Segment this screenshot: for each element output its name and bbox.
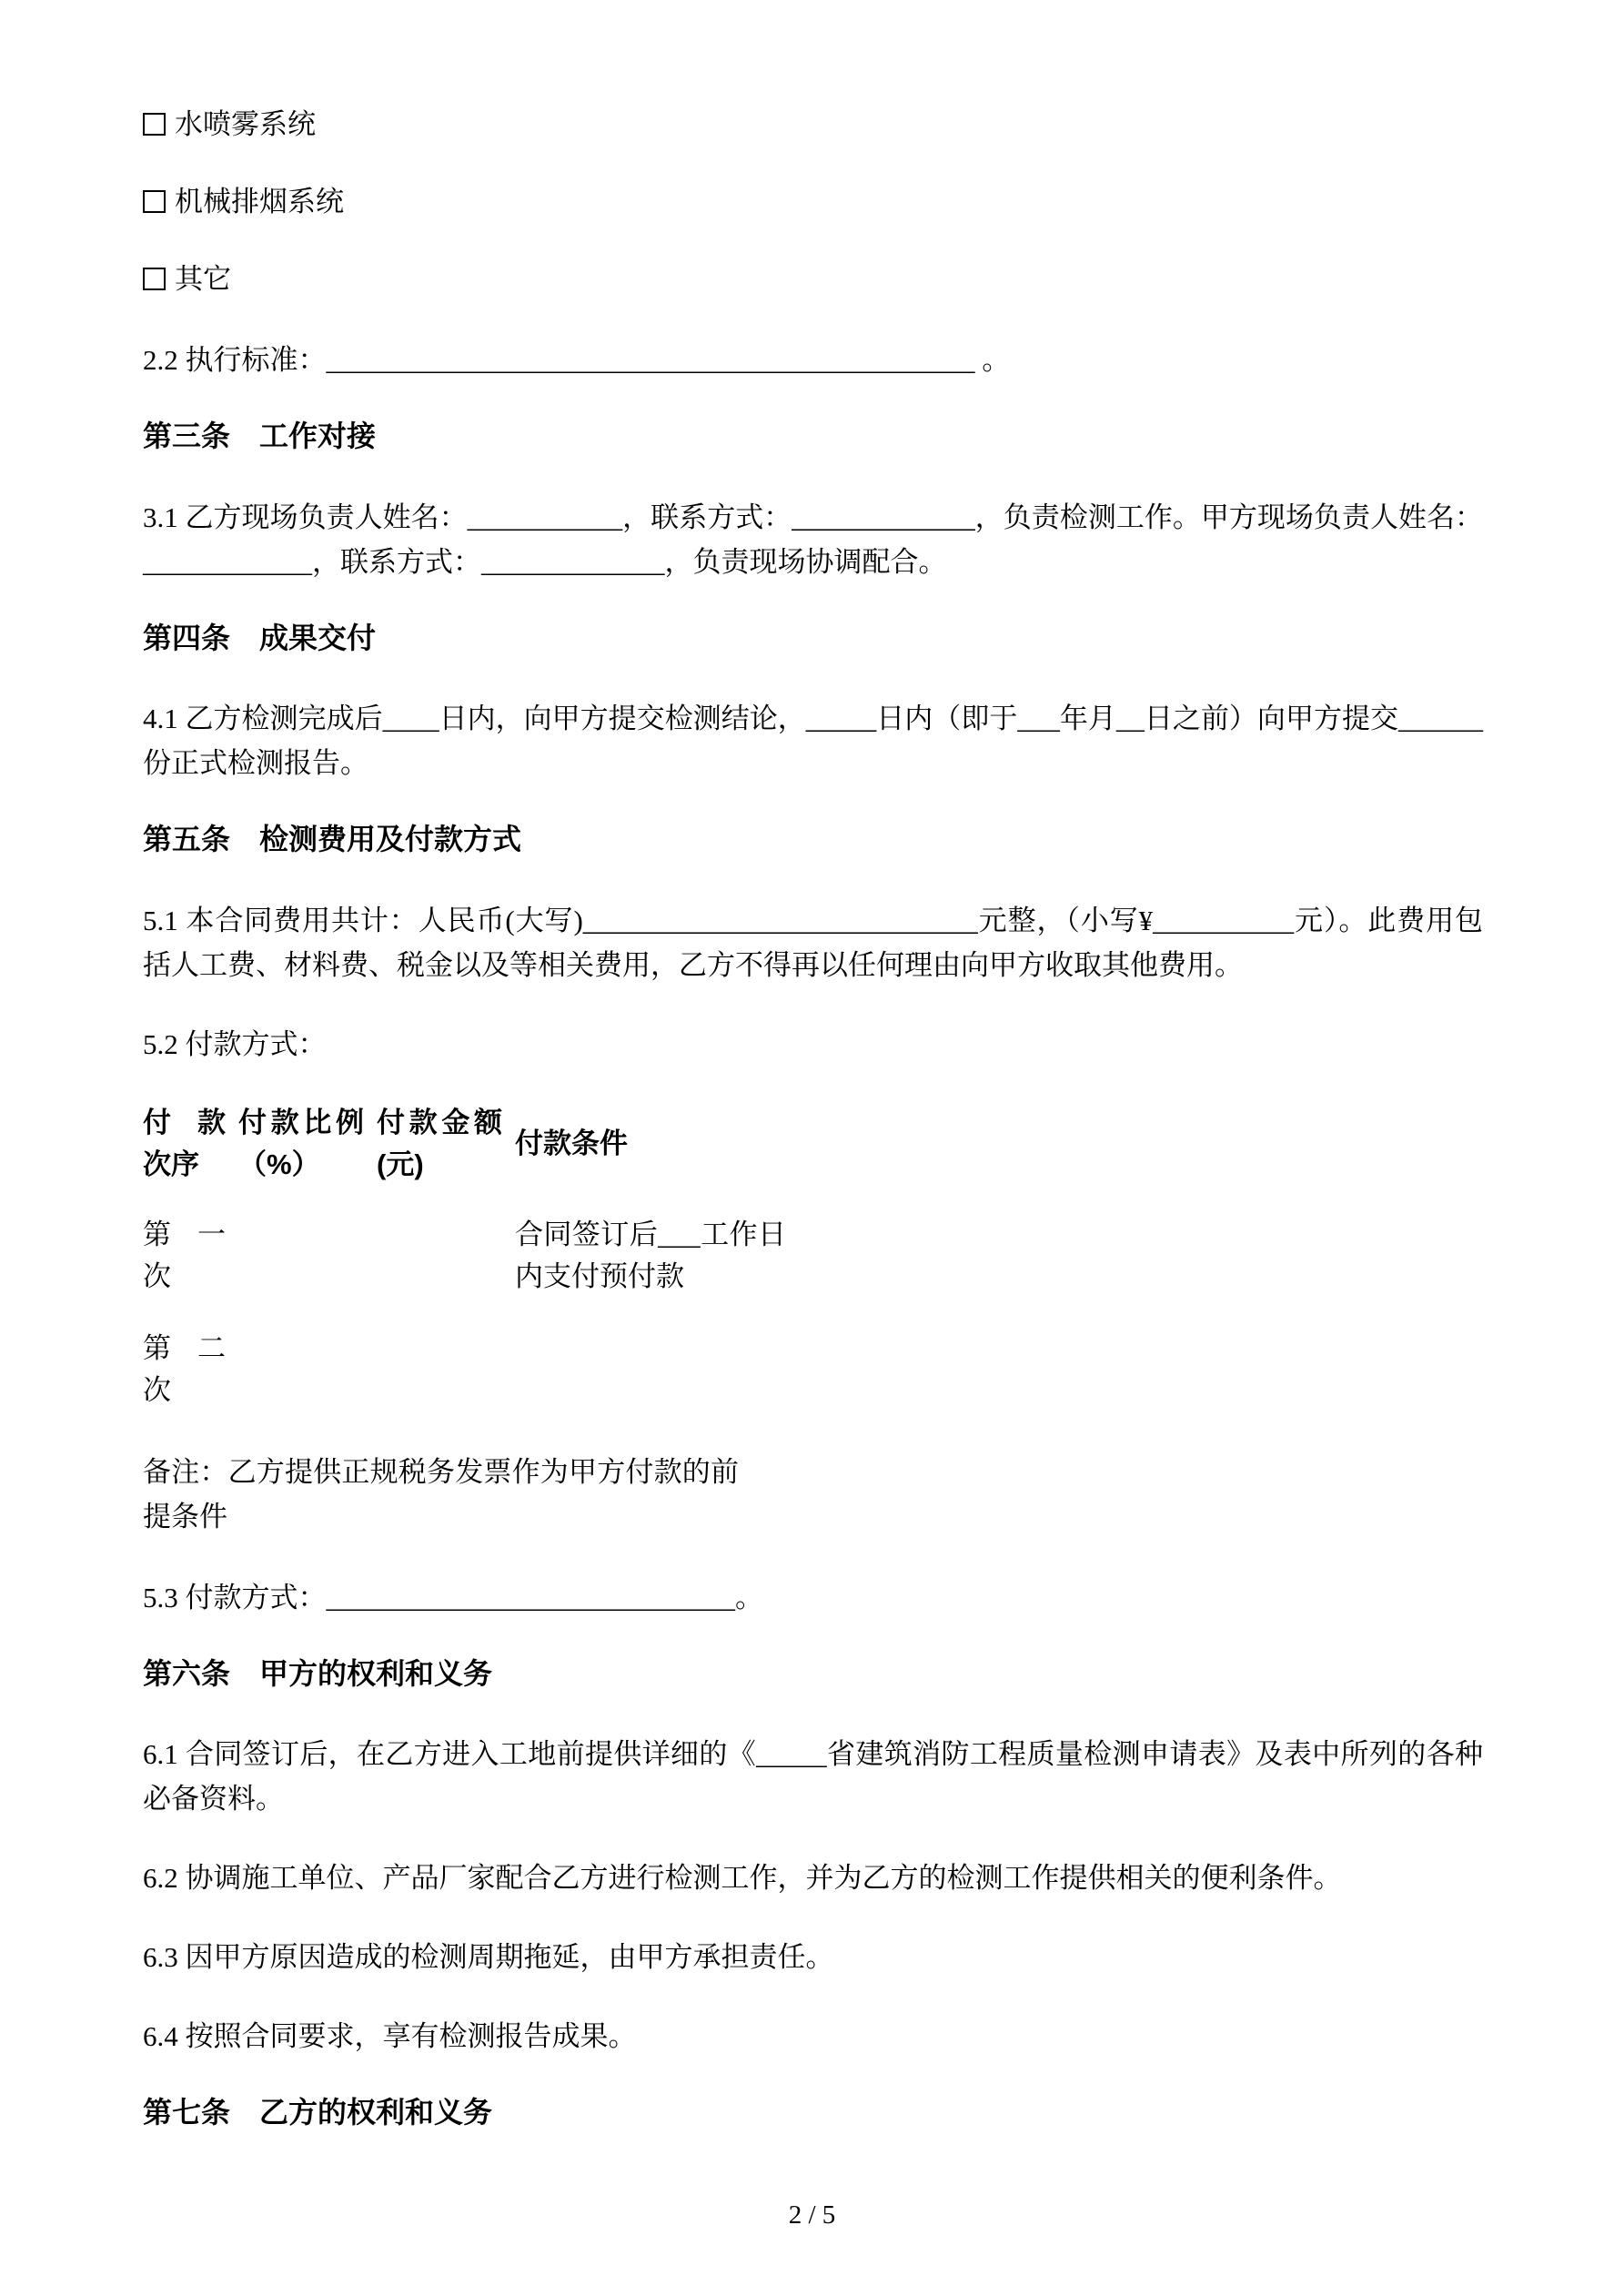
checkbox-item-other <box>143 262 1483 298</box>
cell-condition: 合同签订后___工作日内支付预付款 <box>515 1218 786 1293</box>
clause-5-1: 5.1 本合同费用共计：人民币(大写)____________________________元整，（小写¥__________元）。此费用包括人工费、材料费、税金以及等相关费用，乙方不得再以任何理由向甲方收取其他费用。 <box>143 904 1483 981</box>
checkbox-label: 其它 <box>175 262 231 295</box>
cell-condition <box>515 1328 799 1441</box>
clause-3-1: 3.1 乙方现场负责人姓名：___________，联系方式：_____________，负责检测工作。甲方现场负责人姓名：____________，联系方式：_____________，负责现场协调配合。 <box>143 501 1483 578</box>
clause-2-2: 2.2 执行标准：______________________________________________ 。 <box>143 344 1011 377</box>
cell-amount <box>377 1328 515 1441</box>
checkbox-label: 水喷雾系统 <box>175 108 316 140</box>
cell-amount <box>377 1214 515 1328</box>
clause-6-1: 6.1 合同签订后，在乙方进入工地前提供详细的《_____省建筑消防工程质量检测申请表》及表中所列的各种必备资料。 <box>143 1738 1483 1816</box>
payment-table-row-1 <box>143 1214 799 1328</box>
cell-order: 第一次 <box>143 1218 226 1293</box>
checkbox-icon <box>143 113 166 136</box>
payment-table-row-2 <box>143 1328 799 1441</box>
section-6-heading: 第六条 甲方的权利和义务 <box>143 1656 493 1690</box>
header-payment-order: 付款次序 <box>143 1106 226 1181</box>
cell-order: 第二次 <box>143 1331 226 1407</box>
clause-4-1: 4.1 乙方检测完成后____日内，向甲方提交检测结论，_____日内（即于___年月__日之前）向甲方提交______份正式检测报告。 <box>143 703 1483 780</box>
checkbox-item-mechanical-smoke-exhaust <box>143 185 1483 220</box>
cell-ratio <box>238 1214 377 1328</box>
checkbox-item-water-spray-system <box>143 107 1483 143</box>
checkbox-label: 机械排烟系统 <box>175 185 344 217</box>
clause-5-3: 5.3 付款方式：_____________________________。 <box>143 1581 763 1613</box>
section-5-heading: 第五条 检测费用及付款方式 <box>143 823 522 856</box>
header-payment-amount: 付款金额(元) <box>377 1106 502 1181</box>
page-number: 2 / 5 <box>788 2200 836 2230</box>
clause-6-3: 6.3 因甲方原因造成的检测周期拖延，由甲方承担责任。 <box>143 1941 834 1974</box>
checkbox-icon <box>143 268 166 290</box>
clause-5-2: 5.2 付款方式： <box>143 1027 327 1060</box>
header-payment-ratio: 付款比例（%） <box>238 1106 364 1181</box>
clause-6-4: 6.4 按照合同要求，享有检测报告成果。 <box>143 2020 637 2053</box>
header-payment-condition: 付款条件 <box>515 1128 628 1160</box>
payment-table <box>143 1102 799 1441</box>
payment-table-header-row <box>143 1102 799 1214</box>
section-3-heading: 第三条 工作对接 <box>143 420 377 453</box>
clause-6-2: 6.2 协调施工单位、产品厂家配合乙方进行检测工作，并为乙方的检测工作提供相关的便利条件。 <box>143 1862 1342 1895</box>
payment-table-note: 备注：乙方提供正规税务发票作为甲方付款的前提条件 <box>143 1455 739 1532</box>
cell-ratio <box>238 1328 377 1441</box>
section-7-heading: 第七条 乙方的权利和义务 <box>143 2096 493 2129</box>
section-4-heading: 第四条 成果交付 <box>143 621 377 654</box>
checkbox-icon <box>143 190 166 213</box>
